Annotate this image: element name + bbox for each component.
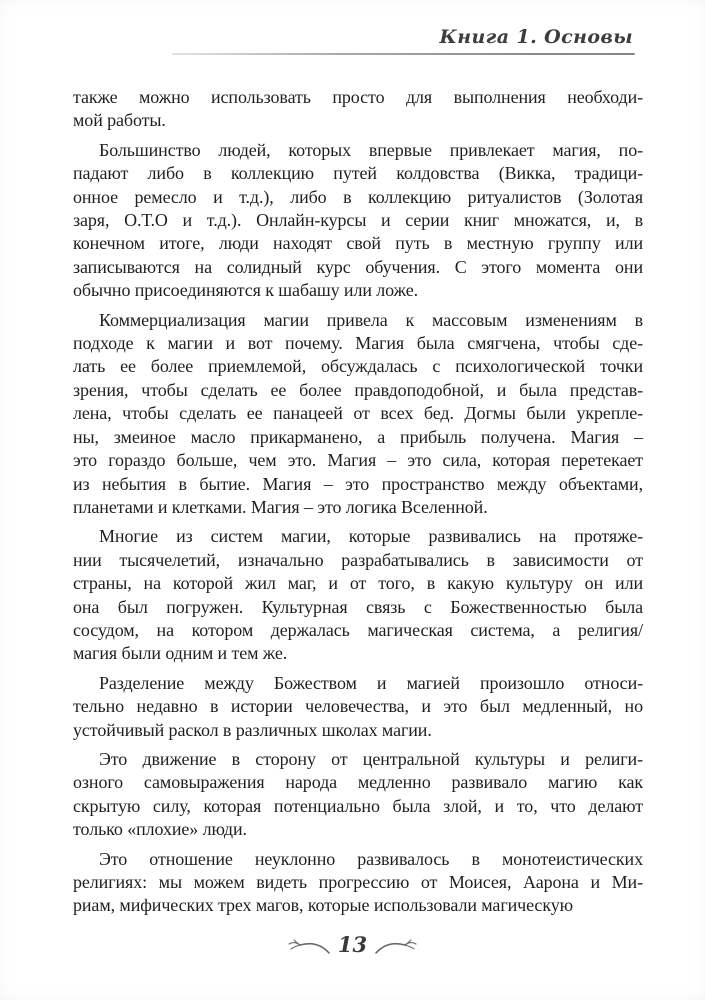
text-line: устойчивый раскол в различных школах магии. [73, 719, 432, 740]
text-line: страны, на которой жил маг, и от того, в какую культуру он или [73, 573, 643, 594]
text-line: Коммерциализация магии привела к массовым изменениям в [99, 309, 643, 330]
paragraph [73, 748, 643, 842]
text-line: озного самовыражения народа медленно развивало магию как [73, 772, 643, 793]
paragraph [73, 309, 643, 520]
text-line: Многие из систем магии, которые развивались на протяже- [99, 526, 643, 547]
text-line: лена, чтобы сделать ее панацеей от всех бед. Догмы были укрепле- [73, 403, 643, 424]
text-line: из небытия в бытие. Магия – это пространство между объектами, [73, 473, 643, 494]
text-line: Это движение в сторону от центральной культуры и религи- [99, 748, 643, 769]
text-line: Разделение между Божеством и магией произошло относи- [99, 672, 643, 693]
page-body [73, 86, 643, 918]
text-line: скрытую силу, которая потенциально была злой, и то, что делают [73, 795, 643, 816]
text-line: планетами и клетками. Магия – это логика Вселенной. [73, 496, 488, 517]
text-line: записываются на солидный курс обучения. С этого момента они [73, 256, 643, 277]
text-line: конечном итоге, люди находят свой путь в местную группу или [73, 233, 643, 254]
text-line: лать ее более приемлемой, обсуждалась с психологической точки [73, 356, 643, 377]
paragraph [73, 672, 643, 742]
paragraph [73, 525, 643, 665]
text-line: только «плохие» люди. [73, 819, 247, 840]
text-line: мой работы. [73, 110, 166, 131]
header-rule [172, 53, 635, 55]
flourish-left-icon [288, 939, 330, 955]
text-line: тельно недавно в истории человечества, и это был медленный, но [73, 696, 643, 717]
text-line: магия были одним и тем же. [73, 643, 288, 664]
page-number: 13 [337, 932, 368, 957]
text-line: также можно использовать просто для выполнения необходи- [73, 87, 643, 107]
text-line: обычно присоединяются к шабашу или ложе. [73, 280, 419, 301]
text-line: риам, мифических трех магов, которые использовали магическую [73, 895, 573, 916]
flourish-right-icon [375, 939, 417, 955]
text-line: подходе к магии и вот почему. Магия была смягчена, чтобы сде- [73, 333, 643, 354]
text-line: падают либо в коллекцию путей колдовства (Викка, традици- [73, 163, 643, 184]
paragraph [73, 848, 643, 918]
paragraph [73, 86, 643, 133]
running-header [172, 26, 635, 55]
text-line: нии тысячелетий, изначально разрабатывались в зависимости от [73, 549, 643, 570]
text-line: зрения, чтобы сделать ее более правдоподобной, и была представ- [73, 379, 643, 400]
text-line: религиях: мы можем видеть прогрессию от Моисея, Аарона и Ми- [73, 872, 643, 892]
text-line: ны, змеиное масло прикарманено, а прибыль получена. Магия – [73, 426, 643, 447]
text-line: сосудом, на котором держалась магическая система, а религия/ [73, 619, 643, 640]
text-line: это гораздо больше, чем это. Магия – это сила, которая перетекает [73, 450, 643, 471]
text-line: заря, О.Т.О и т.д.). Онлайн-курсы и серии книг множатся, и, в [73, 210, 643, 231]
paragraph [73, 139, 643, 303]
running-header-title: Книга 1. Основы [439, 26, 633, 48]
text-line: онное ремесло и т.д.), либо в коллекцию ритуалистов (Золотая [73, 186, 643, 207]
text-line: Это отношение неуклонно развивалось в монотеистических [99, 848, 643, 869]
page-footer [0, 934, 705, 959]
text-line: Большинство людей, которых впервые привлекает магия, по- [99, 139, 643, 160]
text-line: она был погружен. Культурная связь с Божественностью была [73, 596, 643, 617]
